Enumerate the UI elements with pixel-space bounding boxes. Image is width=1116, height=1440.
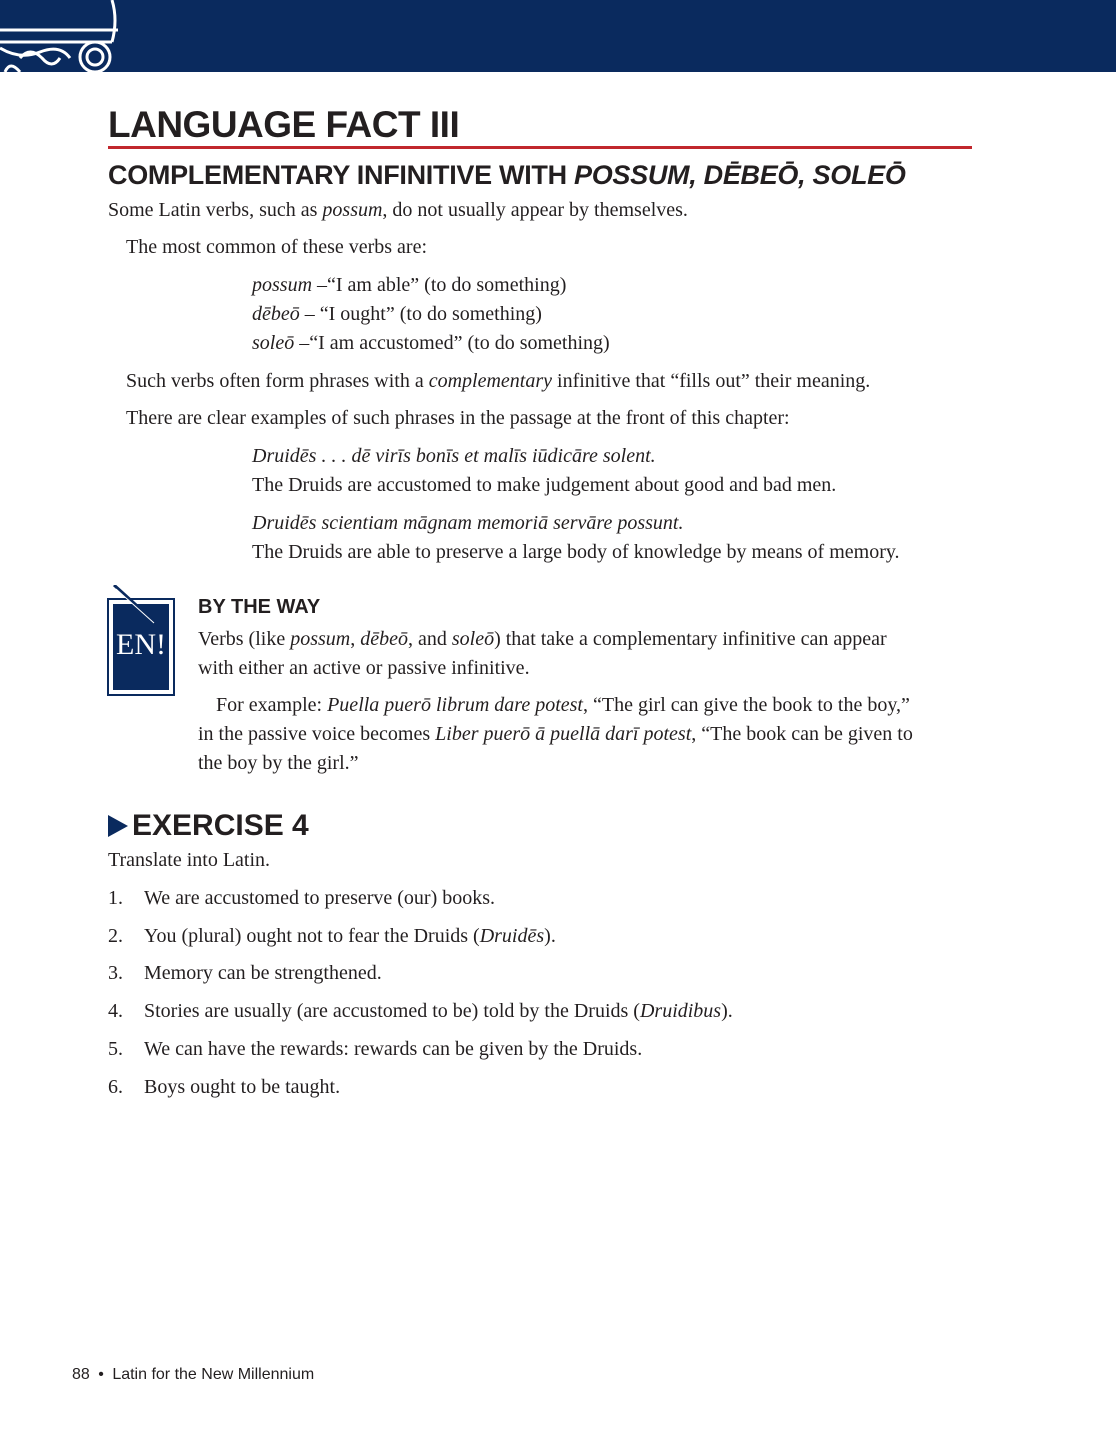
verb-soleo: soleō –“I am accustomed” (to do something): [252, 332, 610, 354]
triangle-bullet-icon: [108, 815, 128, 837]
by-the-way-line-3: For example: Puella puerō librum dare potest, “The girl can give the book to the boy,”: [216, 694, 910, 716]
page-number: 88: [72, 1366, 90, 1383]
example-1-latin: Druidēs . . . dē virīs bonīs et malīs iūdicāre solent.: [252, 445, 656, 467]
exercise-item: We are accustomed to preserve (our) books.: [144, 887, 496, 909]
exercise-item-number: 4.: [108, 1000, 123, 1022]
exercise-item-number: 1.: [108, 887, 123, 909]
exercise-item: Stories are usually (are accustomed to be) told by the Druids (Druidibus).: [144, 1000, 733, 1022]
intro-paragraph-3: Such verbs often form phrases with a complementary infinitive that “fills out” their meaning.: [126, 370, 871, 392]
book-title: Latin for the New Millennium: [112, 1366, 315, 1383]
en-icon-label: EN!: [116, 628, 166, 661]
exercise-item-number: 3.: [108, 962, 123, 984]
section-title: LANGUAGE FACT III: [108, 104, 460, 145]
exercise-item-number: 6.: [108, 1076, 123, 1098]
intro-paragraph-2: The most common of these verbs are:: [126, 236, 428, 258]
exercise-instruction: Translate into Latin.: [108, 849, 271, 871]
example-2-english: The Druids are able to preserve a large body of knowledge by means of memory.: [252, 541, 900, 563]
intro-paragraph-1: Some Latin verbs, such as possum, do not usually appear by themselves.: [108, 199, 688, 221]
example-1-english: The Druids are accustomed to make judgement about good and bad men.: [252, 474, 837, 496]
title-divider: [108, 146, 972, 149]
exercise-item-number: 5.: [108, 1038, 123, 1060]
verb-possum: possum –“I am able” (to do something): [252, 274, 567, 296]
exercise-item-number: 2.: [108, 925, 123, 947]
footer-separator: •: [98, 1366, 104, 1383]
exercise-item: We can have the rewards: rewards can be given by the Druids.: [144, 1038, 643, 1060]
by-the-way-line-2: with either an active or passive infinitive.: [198, 657, 530, 679]
by-the-way-title: BY THE WAY: [198, 596, 321, 618]
header-banner: [0, 0, 1116, 72]
by-the-way-line-1: Verbs (like possum, dēbeō, and soleō) that take a complementary infinitive can appear: [198, 628, 887, 650]
by-the-way-line-5: the boy by the girl.”: [198, 752, 359, 774]
ionic-column-capital-icon: [0, 0, 130, 72]
by-the-way-line-4: in the passive voice becomes Liber puerō ā puellā darī potest, “The book can be given to: [198, 723, 913, 745]
exercise-item: Boys ought to be taught.: [144, 1076, 341, 1098]
section-subtitle: COMPLEMENTARY INFINITIVE WITH POSSUM, DĒBEŌ, SOLEŌ: [108, 160, 906, 190]
exercise-title: EXERCISE 4: [108, 808, 309, 844]
page-footer: [72, 1364, 314, 1386]
example-2-latin: Druidēs scientiam māgnam memoriā servāre possunt.: [252, 512, 684, 534]
exercise-item: You (plural) ought not to fear the Druids (Druidēs).: [144, 925, 556, 947]
exercise-item: Memory can be strengthened.: [144, 962, 382, 984]
intro-paragraph-4: There are clear examples of such phrases in the passage at the front of this chapter:: [126, 407, 790, 429]
en-book-icon: [104, 585, 180, 700]
verb-debeo: dēbeō – “I ought” (to do something): [252, 303, 542, 325]
